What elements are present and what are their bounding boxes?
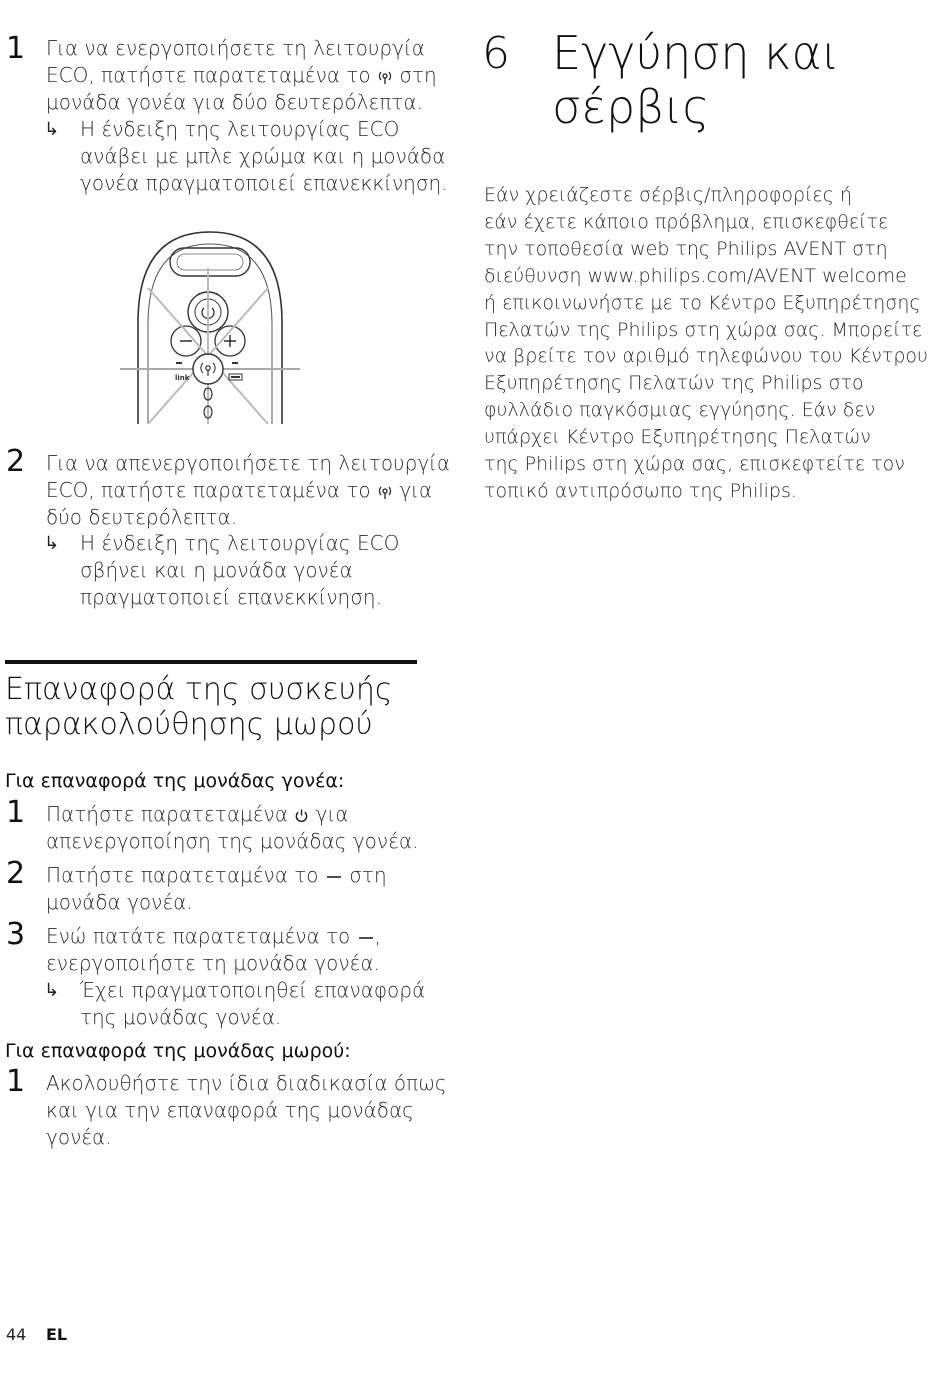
text-line xyxy=(46,923,381,950)
text-line: απενεργοποίηση της μονάδας γονέα. xyxy=(46,829,419,853)
page-number: 44 xyxy=(6,1325,27,1344)
text-line: να βρείτε τον αριθμό τηλεφώνου του Κέντρου xyxy=(484,345,929,368)
text-line: μονάδα γονέα για δύο δευτερόλεπτα. xyxy=(46,90,423,114)
parent-reset-subheading: Για επαναφορά της μονάδας γονέα: xyxy=(5,770,345,792)
text-line: τοπικό αντιπρόσωπο της Philips. xyxy=(484,479,797,502)
text-line: γονέα. xyxy=(46,1125,112,1149)
heading-line: παρακολούθησης μωρού xyxy=(5,707,373,742)
eco-signal-icon xyxy=(377,69,393,85)
warranty-body xyxy=(484,182,928,505)
text-line: και για την επαναφορά της μονάδας xyxy=(46,1098,414,1122)
section-rule xyxy=(5,660,417,664)
text-line: Για να ενεργοποιήσετε τη λειτουργία xyxy=(46,36,425,60)
link-label: link xyxy=(175,374,190,382)
reset-step-2 xyxy=(46,862,387,916)
heading-line: Επαναφορά της συσκευής xyxy=(5,672,393,707)
text-line: διεύθυνση www.philips.com/AVENT welcome xyxy=(484,264,907,287)
text-line: εάν έχετε κάποιο πρόβλημα, επισκεφθείτε xyxy=(484,210,889,233)
text-line: υπάρχει Κέντρο Εξυπηρέτησης Πελατών xyxy=(484,426,871,449)
text-line: ή επικοινωνήστε με το Κέντρο Εξυπηρέτησης xyxy=(484,291,921,314)
eco-on-instruction xyxy=(46,35,437,116)
text-fragment: για xyxy=(315,802,349,826)
text-line: Η ένδειξη της λειτουργίας ECO xyxy=(80,117,400,141)
text-fragment: στη xyxy=(349,863,387,887)
reset-step-3-result xyxy=(80,977,425,1031)
text-line xyxy=(46,477,450,504)
baby-reset-step xyxy=(46,1070,447,1151)
arrow-result-icon: ↳ xyxy=(44,533,60,554)
step-number: 3 xyxy=(6,917,26,952)
text-line xyxy=(46,801,418,828)
text-line: της Philips στη χώρα σας, επισκεφτείτε τον xyxy=(484,453,905,476)
text-line: φυλλάδιο παγκόσμιας εγγύησης. Εάν δεν xyxy=(484,399,876,422)
step-number: 1 xyxy=(6,31,26,66)
text-fragment: Πατήστε παρατεταμένα xyxy=(46,802,288,826)
text-line: γονέα πραγματοποιεί επανεκκίνηση. xyxy=(80,171,448,195)
text-line: πραγματοποιεί επανεκκίνηση. xyxy=(80,585,382,609)
text-line xyxy=(46,62,437,89)
text-line: Η ένδειξη της λειτουργίας ECO xyxy=(80,531,400,555)
text-line: Έχει πραγματοποιηθεί επαναφορά xyxy=(80,978,426,1002)
text-fragment: ECO, πατήστε παρατεταμένα το xyxy=(46,478,371,502)
minus-icon xyxy=(357,931,375,945)
arrow-result-icon: ↳ xyxy=(44,980,60,1001)
text-line xyxy=(46,862,387,889)
text-line: Ακολουθήστε την ίδια διαδικασία όπως xyxy=(46,1071,447,1095)
text-fragment: , xyxy=(374,924,381,948)
step-number: 1 xyxy=(6,1064,26,1099)
text-line: ανάβει με μπλε χρώμα και η μονάδα xyxy=(80,144,446,168)
text-line: της μονάδας γονέα. xyxy=(80,1005,282,1029)
text-line: Πελατών της Philips στη χώρα σας. Μπορείτε xyxy=(484,318,923,341)
text-fragment: Ενώ πατάτε παρατεταμένα το xyxy=(46,924,351,948)
eco-on-result xyxy=(80,116,448,197)
power-icon xyxy=(294,808,309,823)
title-line: Εγγύηση και xyxy=(552,26,840,80)
step-number: 2 xyxy=(6,444,26,479)
text-line: Για να απενεργοποιήσετε τη λειτουργία xyxy=(46,451,451,475)
text-line: Εάν χρειάζεστε σέρβις/πληροφορίες ή xyxy=(484,184,852,206)
title-line: σέρβις xyxy=(552,80,710,134)
reset-step-1 xyxy=(46,801,418,855)
chapter-number: 6 xyxy=(482,28,510,79)
text-line: σβήνει και η μονάδα γονέα xyxy=(80,558,353,582)
parent-unit-illustration xyxy=(120,228,300,424)
text-fragment: Πατήστε παρατεταμένα το xyxy=(46,863,319,887)
text-fragment: στη xyxy=(399,63,437,87)
text-line: την τοποθεσία web της Philips AVENT στη xyxy=(484,237,888,260)
arrow-result-icon: ↳ xyxy=(44,119,60,140)
text-fragment: για xyxy=(399,478,433,502)
minus-icon xyxy=(325,870,343,884)
eco-off-result xyxy=(80,530,399,611)
text-line: Εξυπηρέτησης Πελατών της Philips στο xyxy=(484,372,864,395)
eco-off-instruction xyxy=(46,450,450,531)
language-code: EL xyxy=(46,1325,68,1344)
chapter-title xyxy=(552,26,840,134)
section-heading xyxy=(5,672,392,742)
text-line: δύο δευτερόλεπτα. xyxy=(46,505,238,529)
baby-reset-subheading: Για επαναφορά της μονάδας μωρού: xyxy=(5,1040,351,1062)
text-line: μονάδα γονέα. xyxy=(46,890,193,914)
text-line: ενεργοποιήστε τη μονάδα γονέα. xyxy=(46,951,380,975)
eco-signal-icon xyxy=(377,484,393,500)
step-number: 2 xyxy=(6,856,26,891)
text-fragment: ECO, πατήστε παρατεταμένα το xyxy=(46,63,371,87)
step-number: 1 xyxy=(6,795,26,830)
reset-step-3 xyxy=(46,923,381,977)
